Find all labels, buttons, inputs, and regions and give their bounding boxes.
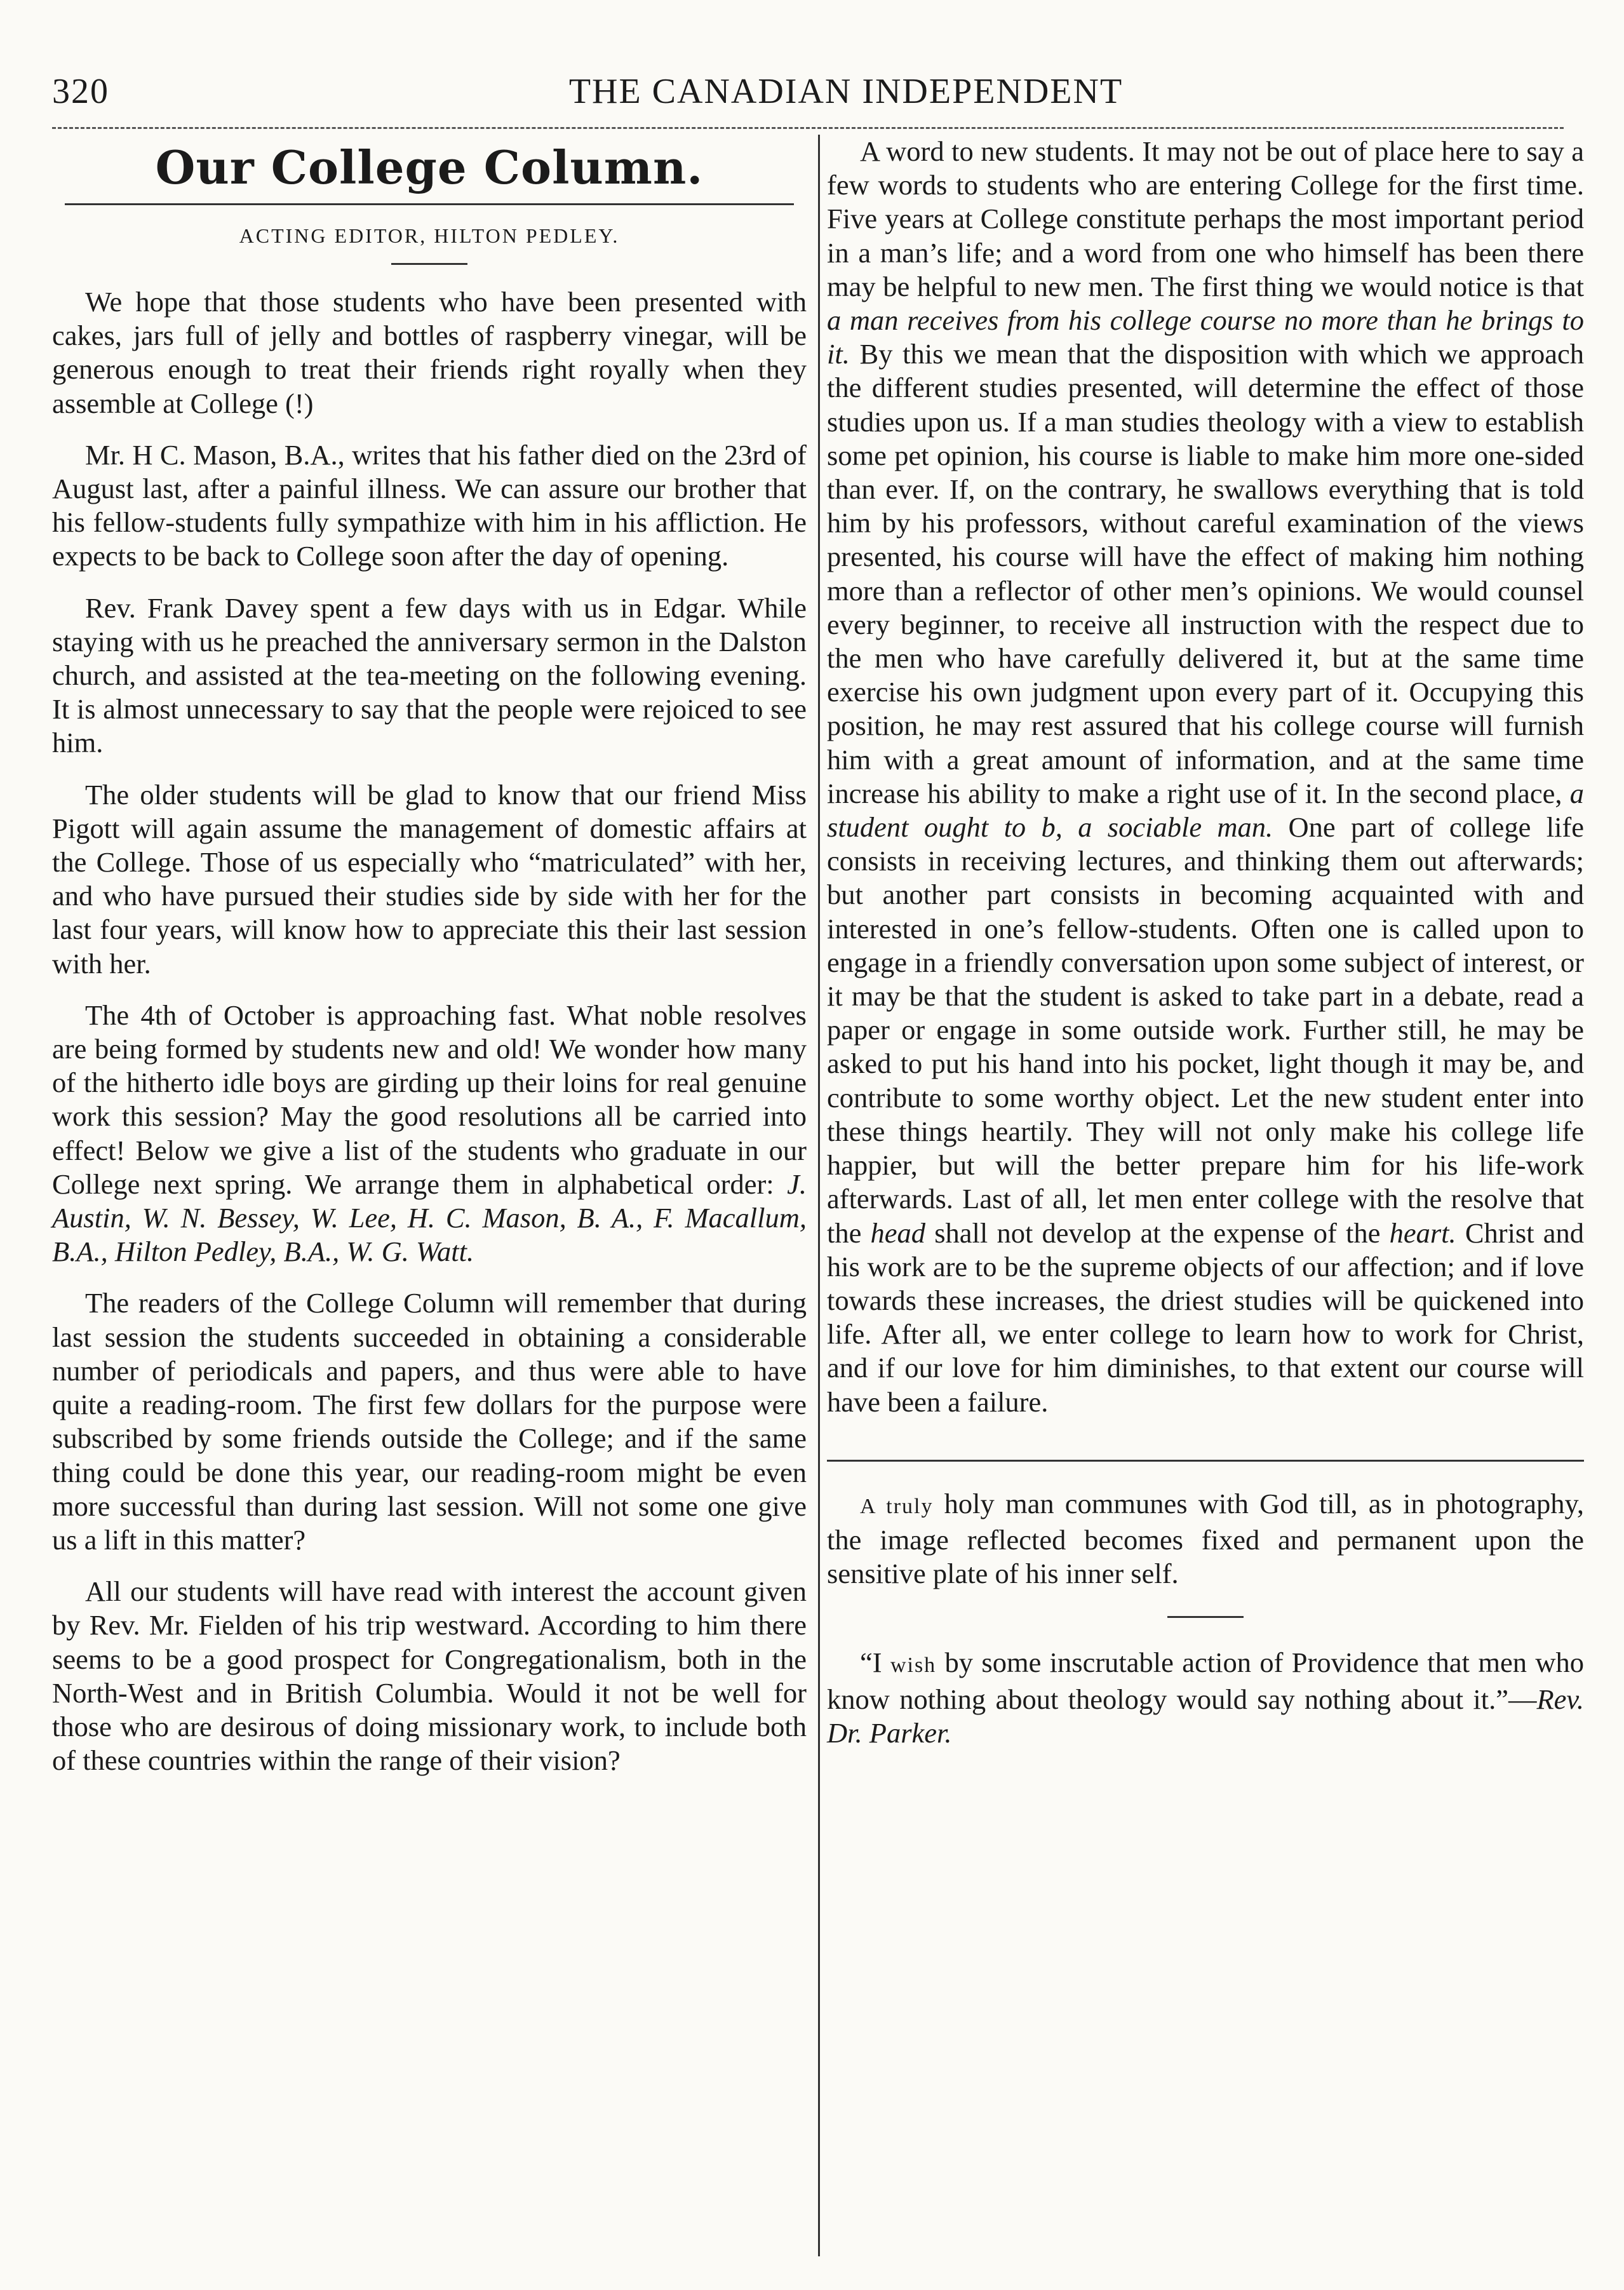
- new-students-text-5: Christ and his work are to be the supreme objects of our affection; and if love towards these increases, the driest studies will be quickened into life. After all, we enter college to learn how to work for Christ, and if our love for him diminishes, to that extent our course will have been a failure.: [827, 1216, 1585, 1418]
- column-divider: [818, 135, 820, 2256]
- title-rule: [65, 203, 794, 205]
- paragraph-mason: Mr. H C. Mason, B.A., writes that his father died on the 23rd of August last, after a painful illness. We can assure our brother that his fellow-students fully sympathize with him in his affliction. He expects to be back to College soon after the day of opening.: [52, 438, 807, 572]
- paragraph-quote: [827, 1646, 1584, 1750]
- paragraph-davey: Rev. Frank Davey spent a few days with us in Edgar. While staying with us he preached the anniversary sermon in the Dalston church, and assisted at the tea-meeting on the following evening. It is almost unnecessary to say that the people were rejoiced to see him.: [52, 591, 807, 759]
- new-students-text-1: A word to new students. It may not be out of place here to say a few words to students who are entering College for the first time. Five years at College constitute perhaps the most important period in a man’s life; and a word from one who himself has been there may be helpful to new men. The first thing we would notice is that: [827, 135, 1584, 302]
- page-number: 320: [52, 72, 109, 111]
- graduates-list: J. Austin, W. N. Bessey, W. Lee, H. C. Mason, B. A., F. Macallum, B.A., Hilton Pedley, B.A., W. G. Watt.: [52, 1168, 807, 1268]
- short-rule-2: [1167, 1616, 1244, 1618]
- new-students-text-2: By this we mean that the disposition with which we approach the different studies presented, will determine the effect of those studies upon us. If a man studies theology with a view to establish some pet opinion, his course is liable to make him more one-sided than ever. If, on the contrary, he swallows everything that is told him by his professors, without careful examination of the views presented, his course will have the effect of making him nothing more than a reflector of other men’s opinions. We would counsel every beginner, to receive all instruction with the respect due to the men who have carefully delivered it, but at the same time exercise his own judgment upon every part of it. Occupying this position, he may rest assured that his college course will furnish him with a great amount of information, and at the same time increase his ability to make a right use of it. In the second place,: [827, 338, 1584, 809]
- paragraph-october: [52, 999, 807, 1269]
- short-rule: [391, 263, 467, 265]
- new-students-italic-heart: heart.: [1389, 1216, 1456, 1249]
- running-header: [52, 71, 1564, 122]
- section-rule: [827, 1460, 1584, 1462]
- paragraph-jelly: We hope that those students who have been presented with cakes, jars full of jelly and bottles of raspberry vinegar, will be generous enough to treat their friends right royally when they assemble at College (!): [52, 286, 807, 419]
- new-students-italic-head: head: [870, 1216, 926, 1249]
- quote-attribution: Rev. Dr. Parker.: [827, 1683, 1584, 1749]
- new-students-text-3: One part of college life consists in receiving lectures, and thinking them out afterwards; but another part consists in becoming acquainted with and interested in one’s fellow-students. Often one is called upon to engage in a friendly conversation upon some subject of interest, or it may be that the student is asked to take part in a debate, read a paper or engage in some outside work. Further still, he may be asked to put his hand into his pocket, light though it may be, and contribute to some worthy object. Let the new student enter into these things heartily. They will not only make his college life happier, but will the better prepare him for his life-work afterwards. Last of all, let men enter college with the resolve that the: [827, 811, 1584, 1249]
- paragraph-reading-room: The readers of the College Column will remember that during last session the students succeeded in obtaining a considerable number of periodicals and papers, and thus were able to have quite a reading-room. The first few dollars for the purpose were subscribed by some friends outside the College; and if the same thing could be done this year, our reading-room might be even more successful than during last session. Will not some one give us a lift in this matter?: [52, 1287, 807, 1556]
- new-students-text-4: shall not develop at the expense of the: [934, 1216, 1381, 1249]
- paragraph-pigott: The older students will be glad to know that our friend Miss Pigott will again assume the management of domestic affairs at the College. Those of us especially who “matriculated” with her, and who have pursued their studies side by side with her for the last four years, will know how to appreciate this their last session with her.: [52, 778, 807, 980]
- section-title: Our College Column.: [155, 140, 704, 194]
- quote-text: by some inscrutable action of Providence that men who know nothing about theology would say nothing about it.”—: [827, 1647, 1584, 1715]
- editor-line: ACTING EDITOR, HILTON PEDLEY.: [239, 224, 620, 247]
- right-column: [827, 135, 1584, 1750]
- paragraph-fielden: All our students will have read with interest the account given by Rev. Mr. Fielden of his trip westward. According to him there seems to be a good prospect for Congregationalism, both in the North-West and in British Columbia. Would it not be well for those who are desirous of doing missionary work, to include both of these countries within the range of their vision?: [52, 1575, 807, 1777]
- new-students-italic-2: a student ought to b, a sociable man.: [827, 777, 1585, 844]
- paragraph-holy-man: [827, 1487, 1584, 1591]
- holy-man-text: holy man communes with God till, as in photography, the image reflected becomes fixed and permanent upon the sensitive plate of his inner self.: [827, 1487, 1584, 1590]
- journal-title: THE CANADIAN INDEPENDENT: [568, 72, 1124, 111]
- left-column: [52, 135, 807, 1777]
- quote-small-caps: wish: [890, 1654, 937, 1678]
- header-rule: [52, 127, 1564, 129]
- quote-open: “I: [860, 1647, 882, 1679]
- october-text: The 4th of October is approaching fast. What noble resolves are being formed by students new and old! We wonder how many of the hitherto idle boys are girding up their loins for real genuine work this session? May the good resolutions all be carried into effect! Below we give a list of the students who graduate in our College next spring. We arrange them in alphabetical order:: [52, 999, 807, 1200]
- new-students-italic-1: a man receives from his college course no more than he brings to it.: [827, 304, 1584, 370]
- paragraph-new-students: [827, 135, 1584, 1419]
- holy-man-lead: A truly: [860, 1494, 934, 1518]
